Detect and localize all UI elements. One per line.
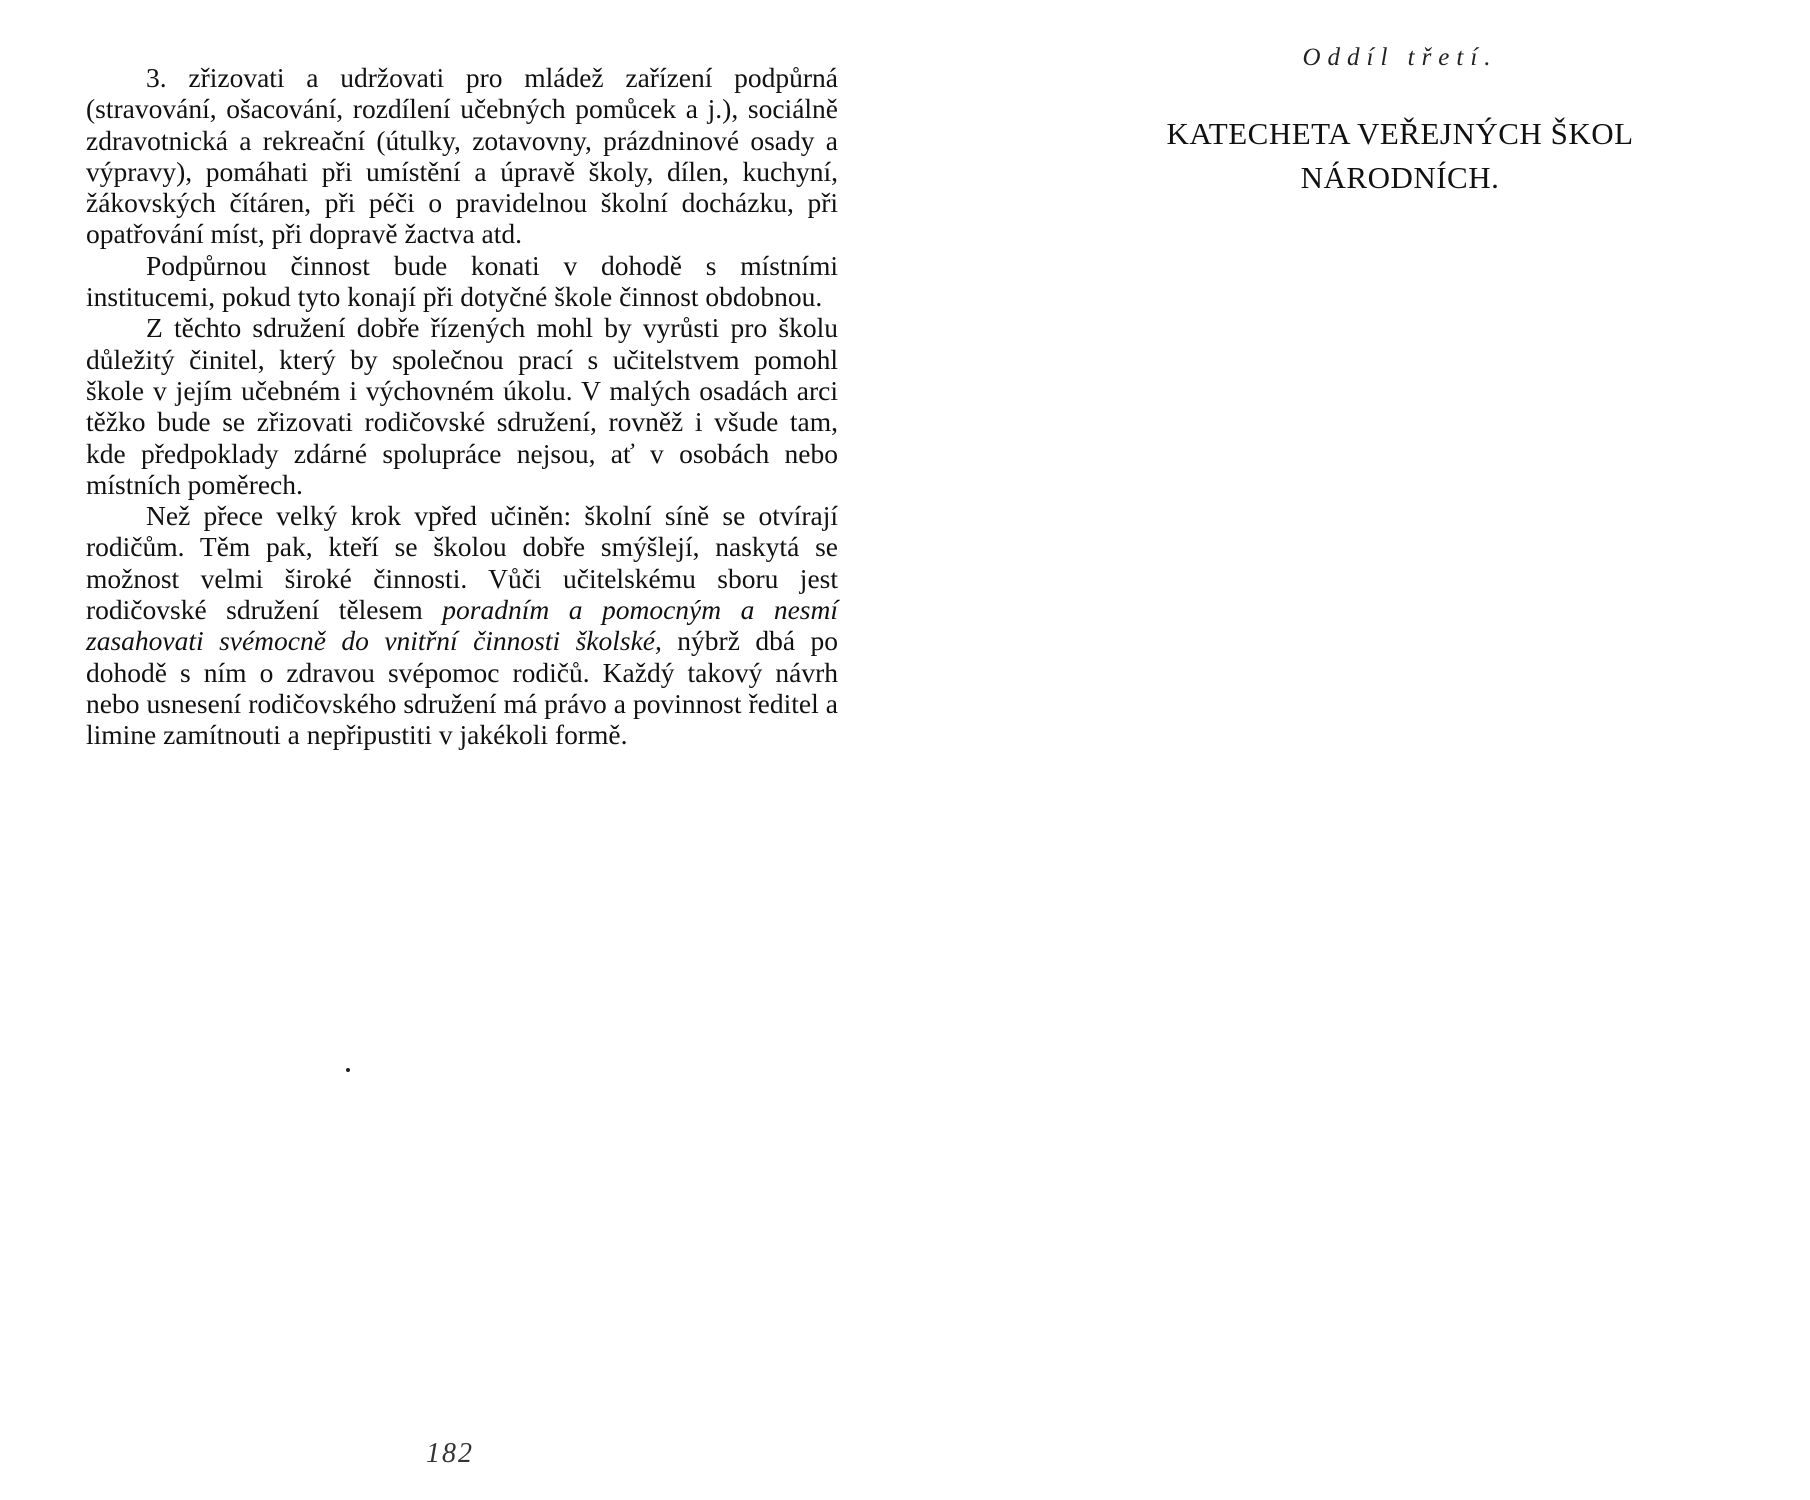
print-speck [346,1068,350,1072]
page-number: 182 [426,1438,474,1469]
paragraph-4 [86,500,838,750]
section-label: Oddíl třetí. [1302,44,1498,71]
paragraph-2: Podpůrnou činnost bude konati v dohodě s místními institucemi, pokud tyto konají při dotyčné škole činnost obdobnou. [86,249,838,313]
paragraph-1: 3. zřizovati a udržovati pro mládež zařízení podpůrná (stravování, ošacování, rozdílení učebných pomůcek a j.), sociálně zdravotnická a rekreační (útulky, zotavovny, prázdninové osady a výpravy), pomáhati při umístění a úpravě školy, dílen, kuchyní, žákovských čítáren, při péči o pravidelnou školní docházku, při opatřování míst, při dopravě žactva atd. [86,62,838,250]
chapter-title [1080,112,1720,200]
chapter-title-line-1: KATECHETA VEŘEJNÝCH ŠKOL [1166,116,1634,151]
paragraph-3: Z těchto sdružení dobře řízených mohl by vyrůsti pro školu důležitý činitel, který by společnou prací s učitelstvem pomohl škole v jejím učebném i výchovném úkolu. V malých osadách arci těžko bude se zřizovati rodičovské sdružení, rovněž i všude tam, kde předpoklady zdárné spolupráce nejsou, ať v osobách nebo místních poměrech. [86,312,838,500]
paragraph-4-text-end: nýbrž dbá po dohodě s ním o zdravou svépomoc rodičů. Každý takový návrh nebo usnesení rodičovského sdružení má právo a povinnost ředitel a limine zamítnouti a nepřipustiti v jakékoli formě. [86,625,838,751]
right-page-heading [1080,44,1720,200]
paragraph-4-italic-phrase: poradním a pomocným a nesmí zasahovati svémocně do vnitřní činnosti školské, [86,594,838,657]
paragraph-4-text-start: Než přece velký krok vpřed učiněn: školní síně se otvírají rodičům. Těm pak, kteří se školou dobře smýšlejí, naskytá se možnost velmi široké činnosti. Vůči učitelskému sboru jest rodičovské sdružení tělesem [86,500,838,626]
chapter-title-line-2: NÁRODNÍCH. [1300,160,1500,195]
left-page-body [86,62,838,751]
